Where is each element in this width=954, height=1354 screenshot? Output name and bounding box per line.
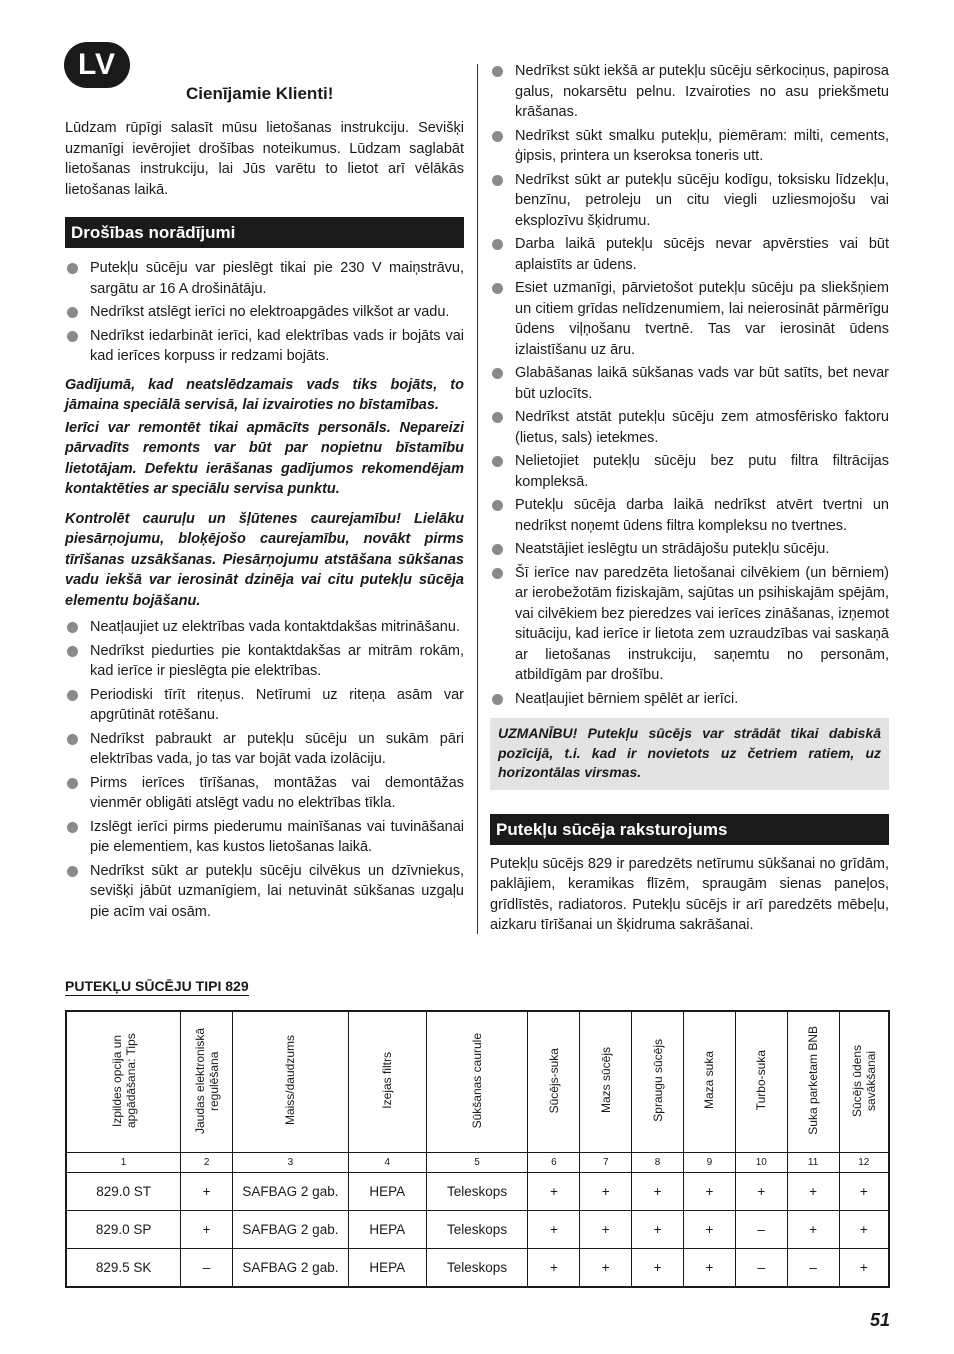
list-item: Neatļaujiet uz elektrības vada kontaktdakšas mitrināšanu. bbox=[65, 617, 464, 638]
table-cell: + bbox=[528, 1211, 580, 1249]
column-header: Izpildes opcija un apgādāšana: Tips bbox=[66, 1011, 181, 1153]
table-cell: 829.0 SP bbox=[66, 1211, 181, 1249]
table-cell: Teleskops bbox=[426, 1249, 528, 1288]
table-row bbox=[66, 1249, 889, 1288]
page-number: 51 bbox=[870, 1310, 891, 1330]
column-number: 2 bbox=[181, 1153, 233, 1173]
column-number: 1 bbox=[66, 1153, 181, 1173]
column-number: 6 bbox=[528, 1153, 580, 1173]
column-header: Sūkšanas caurule bbox=[426, 1011, 528, 1153]
description-paragraph: Putekļu sūcējs 829 ir paredzēts netīrumu sūkšanai no grīdām, paklājiem, keramikas flīzēm, spraugām sienas paneļos, grīdlīstēs, radiatoros. Putekļu sūcējs ir arī paredzēts mēbeļu, aizkaru tīrīšanai un šķidruma sakrāšanai. bbox=[490, 855, 889, 933]
bullet-icon bbox=[67, 822, 78, 833]
column-header: Turbo-suka bbox=[735, 1011, 787, 1153]
bullet-icon bbox=[492, 568, 503, 579]
table-cell: + bbox=[787, 1211, 839, 1249]
bullet-icon bbox=[492, 131, 503, 142]
list-item: Nedrīkst sūkt iekšā ar putekļu sūcēju sērkociņus, papirosa galus, nokarsētu pelnu. Izvairoties no asu priekšmetu krāšanas. bbox=[490, 61, 889, 123]
column-header: Jaudas elektroniskā regulēšana bbox=[181, 1011, 233, 1153]
table-header-row bbox=[66, 1011, 889, 1153]
table-cell: SAFBAG 2 gab. bbox=[233, 1211, 349, 1249]
list-item: Nedrīkst sūkt ar putekļu sūcēju kodīgu, toksisku līdzekļu, benzīnu, petroleju un citu viegli uzliesmojošu vai eksplozīvu šķidrumu. bbox=[490, 170, 889, 232]
list-item: Nedrīkst sūkt ar putekļu sūcēju cilvēkus un dzīvniekus, sevišķi jābūt uzmanīgiem, lai netuvināt sūkšanas uzgaļu pie acīm vai osām. bbox=[65, 861, 464, 923]
list-item: Putekļu sūcēju var pieslēgt tikai pie 230 V maiņstrāvu, sargātu ar 16 A drošinātāju. bbox=[65, 258, 464, 299]
table-cell: 829.0 ST bbox=[66, 1173, 181, 1211]
bullet-icon bbox=[67, 690, 78, 701]
bullet-icon bbox=[67, 778, 78, 789]
warning-pipes: Kontrolēt cauruļu un šļūtenes caurejamību! Lielāku piesārņojumu, bloķējošo caurejamību, novākt pirms tīrīšanas uzsākšanas. Piesārņojumu atstāšana sūkšanas vadu iekšā var ierosināt dzinēja vai citu putekļu sūcēja elementu bojāšanu. bbox=[65, 510, 464, 609]
table-cell: HEPA bbox=[348, 1173, 426, 1211]
bullet-icon bbox=[492, 544, 503, 555]
list-item: Nedrīkst piedurties pie kontaktdakšas ar mitrām rokām, kad ierīce ir pieslēgta pie elektrības. bbox=[65, 641, 464, 682]
column-number: 10 bbox=[735, 1153, 787, 1173]
safety-list-a bbox=[65, 258, 464, 367]
column-header: Suka parketam BNB bbox=[787, 1011, 839, 1153]
table-cell: + bbox=[839, 1249, 889, 1288]
list-item: Nedrīkst iedarbināt ierīci, kad elektrības vads ir bojāts vai kad ierīces korpuss ir redzami bojāts. bbox=[65, 326, 464, 367]
column-header: Sūcējs ūdens savākšanai bbox=[839, 1011, 889, 1153]
bullet-icon bbox=[492, 500, 503, 511]
table-cell: + bbox=[684, 1211, 736, 1249]
table-row bbox=[66, 1173, 889, 1211]
list-item: Izslēgt ierīci pirms piederumu mainīšanas vai tuvināšanai pie elementiem, kas kustos lietošanas laikā. bbox=[65, 817, 464, 858]
table-cell: + bbox=[839, 1173, 889, 1211]
table-cell: – bbox=[181, 1249, 233, 1288]
column-number: 3 bbox=[233, 1153, 349, 1173]
column-header: Spraugu sūcējs bbox=[632, 1011, 684, 1153]
bullet-icon bbox=[492, 368, 503, 379]
list-item: Periodiski tīrīt riteņus. Netīrumi uz riteņa asām var apgrūtināt rotēšanu. bbox=[65, 685, 464, 726]
table-cell: + bbox=[181, 1211, 233, 1249]
bullet-icon bbox=[67, 263, 78, 274]
list-item: Nelietojiet putekļu sūcēju bez putu filtra filtrācijas kompleksā. bbox=[490, 451, 889, 492]
list-item: Pirms ierīces tīrīšanas, montāžas vai demontāžas vienmēr obligāti atslēgt vadu no elektrības tīkla. bbox=[65, 773, 464, 814]
table-cell: – bbox=[787, 1249, 839, 1288]
list-item: Darba laikā putekļu sūcējs nevar apvērsties vai būt aplaistīts ar ūdens. bbox=[490, 234, 889, 275]
table-cell: 829.5 SK bbox=[66, 1249, 181, 1288]
list-item: Neatstājiet ieslēgtu un strādājošu putekļu sūcēju. bbox=[490, 539, 889, 560]
table-cell: + bbox=[580, 1249, 632, 1288]
table-cell: HEPA bbox=[348, 1211, 426, 1249]
right-column bbox=[490, 61, 889, 936]
bullet-icon bbox=[67, 622, 78, 633]
left-column bbox=[65, 118, 464, 925]
bullet-icon bbox=[492, 456, 503, 467]
greeting-heading: Cienījamie Klienti! bbox=[186, 84, 334, 103]
bullet-icon bbox=[492, 694, 503, 705]
table-cell: + bbox=[839, 1211, 889, 1249]
bullet-icon bbox=[492, 66, 503, 77]
list-item: Šī ierīce nav paredzēta lietošanai cilvēkiem (un bērniem) ar ierobežotām fiziskajām, sajūtas un psihiskajām spējām, vai cilvēkiem bez pieredzes vai ierīces zināšanas, izņemot situāciju, kad ierīce ir lietota zem uzraudzības vai saskaņā ar lietošanas instrukciju, saņemtu no personām, atbildīgām par drošību. bbox=[490, 563, 889, 686]
table-cell: + bbox=[632, 1173, 684, 1211]
caution-text: UZMANĪBU! Putekļu sūcējs var strādāt tikai dabiskā pozīcijā, t.i. kad ir novietots uz četriem ratiem, uz horizontālas virsmas. bbox=[498, 725, 881, 780]
warning-cable: Gadījumā, kad neatslēdzamais vads tiks bojāts, to jāmaina speciālā servisā, lai izvairoties no bīstamības. bbox=[65, 376, 464, 413]
table-cell: + bbox=[181, 1173, 233, 1211]
table-cell: HEPA bbox=[348, 1249, 426, 1288]
safety-list-c bbox=[490, 61, 889, 709]
bullet-icon bbox=[492, 283, 503, 294]
table-cell: + bbox=[528, 1249, 580, 1288]
bullet-icon bbox=[492, 412, 503, 423]
list-item: Nedrīkst atstāt putekļu sūcēju zem atmosfērisko faktoru (lietus, sals) ietekmes. bbox=[490, 407, 889, 448]
list-item: Neatļaujiet bērniem spēlēt ar ierīci. bbox=[490, 689, 889, 710]
table-cell: Teleskops bbox=[426, 1173, 528, 1211]
list-item: Nedrīkst atslēgt ierīci no elektroapgādes vilkšot ar vadu. bbox=[65, 302, 464, 323]
table-cell: + bbox=[580, 1173, 632, 1211]
table-cell: SAFBAG 2 gab. bbox=[233, 1249, 349, 1288]
column-header: Maza suka bbox=[684, 1011, 736, 1153]
table-row bbox=[66, 1211, 889, 1249]
safety-list-b bbox=[65, 617, 464, 922]
table-cell: – bbox=[735, 1211, 787, 1249]
caution-box bbox=[490, 718, 889, 790]
column-number: 9 bbox=[684, 1153, 736, 1173]
description-section-title: Putekļu sūcēja raksturojums bbox=[490, 814, 889, 845]
intro-paragraph: Lūdzam rūpīgi salasīt mūsu lietošanas instrukciju. Sevišķi uzmanīgi ievērojiet drošības noteikumus. Lūdzam saglabāt lietošanas instrukciju, lai Jūs varētu to lietot arī vēlākās lietošanas laikā. bbox=[65, 120, 464, 198]
table-cell: + bbox=[684, 1249, 736, 1288]
column-divider bbox=[477, 64, 478, 934]
list-item: Nedrīkst pabraukt ar putekļu sūcēju un sukām pāri elektrības vada, jo tas var bojāt vada izolāciju. bbox=[65, 729, 464, 770]
bullet-icon bbox=[67, 646, 78, 657]
table-cell: + bbox=[735, 1173, 787, 1211]
table-cell: + bbox=[684, 1173, 736, 1211]
list-item: Glabāšanas laikā sūkšanas vads var būt satīts, bet nevar būt uzlocīts. bbox=[490, 363, 889, 404]
column-number: 12 bbox=[839, 1153, 889, 1173]
column-number: 8 bbox=[632, 1153, 684, 1173]
bullet-icon bbox=[67, 331, 78, 342]
table-cell: + bbox=[632, 1249, 684, 1288]
bullet-icon bbox=[67, 866, 78, 877]
column-number: 4 bbox=[348, 1153, 426, 1173]
bullet-icon bbox=[67, 307, 78, 318]
column-number: 11 bbox=[787, 1153, 839, 1173]
column-number: 7 bbox=[580, 1153, 632, 1173]
table-cell: + bbox=[632, 1211, 684, 1249]
safety-section-title: Drošības norādījumi bbox=[65, 217, 464, 248]
table-title: PUTEKĻU SŪCĒJU TIPI 829 bbox=[65, 978, 249, 994]
bullet-icon bbox=[492, 239, 503, 250]
language-badge: LV bbox=[64, 42, 130, 88]
table-cell: + bbox=[787, 1173, 839, 1211]
table-cell: – bbox=[735, 1249, 787, 1288]
list-item: Nedrīkst sūkt smalku putekļu, piemēram: milti, cements, ģipsis, printera un kseroksa toneris utt. bbox=[490, 126, 889, 167]
types-table bbox=[65, 1010, 890, 1288]
column-header: Mazs sūcējs bbox=[580, 1011, 632, 1153]
table-cell: + bbox=[528, 1173, 580, 1211]
column-header: Izejas filtrs bbox=[348, 1011, 426, 1153]
column-header: Maiss/daudzums bbox=[233, 1011, 349, 1153]
table-cell: SAFBAG 2 gab. bbox=[233, 1173, 349, 1211]
list-item: Putekļu sūcēja darba laikā nedrīkst atvērt tvertni un nedrīkst noņemt ūdens filtra kompleksu no tvertnes. bbox=[490, 495, 889, 536]
column-number: 5 bbox=[426, 1153, 528, 1173]
list-item: Esiet uzmanīgi, pārvietošot putekļu sūcēju pa sliekšņiem un citiem grīdas nelīdzenumiem, lai neierosināt pārmērīgu ūdens viļņošanu tvertnē. Tas var ierosināt ūdens izlaistīšanu uz āru. bbox=[490, 278, 889, 360]
table-number-row bbox=[66, 1153, 889, 1173]
warning-repair: Ierīci var remontēt tikai apmācīts personāls. Nepareizi pārvadīts remonts var būt par nopietnu bīstamību lietotājam. Defektu ierāšanas gadījumos rekomendējam kontaktēties ar speciālu servisa punktu. bbox=[65, 419, 464, 497]
table-cell: + bbox=[580, 1211, 632, 1249]
column-header: Sūcējs-suka bbox=[528, 1011, 580, 1153]
table-cell: Teleskops bbox=[426, 1211, 528, 1249]
bullet-icon bbox=[492, 175, 503, 186]
bullet-icon bbox=[67, 734, 78, 745]
